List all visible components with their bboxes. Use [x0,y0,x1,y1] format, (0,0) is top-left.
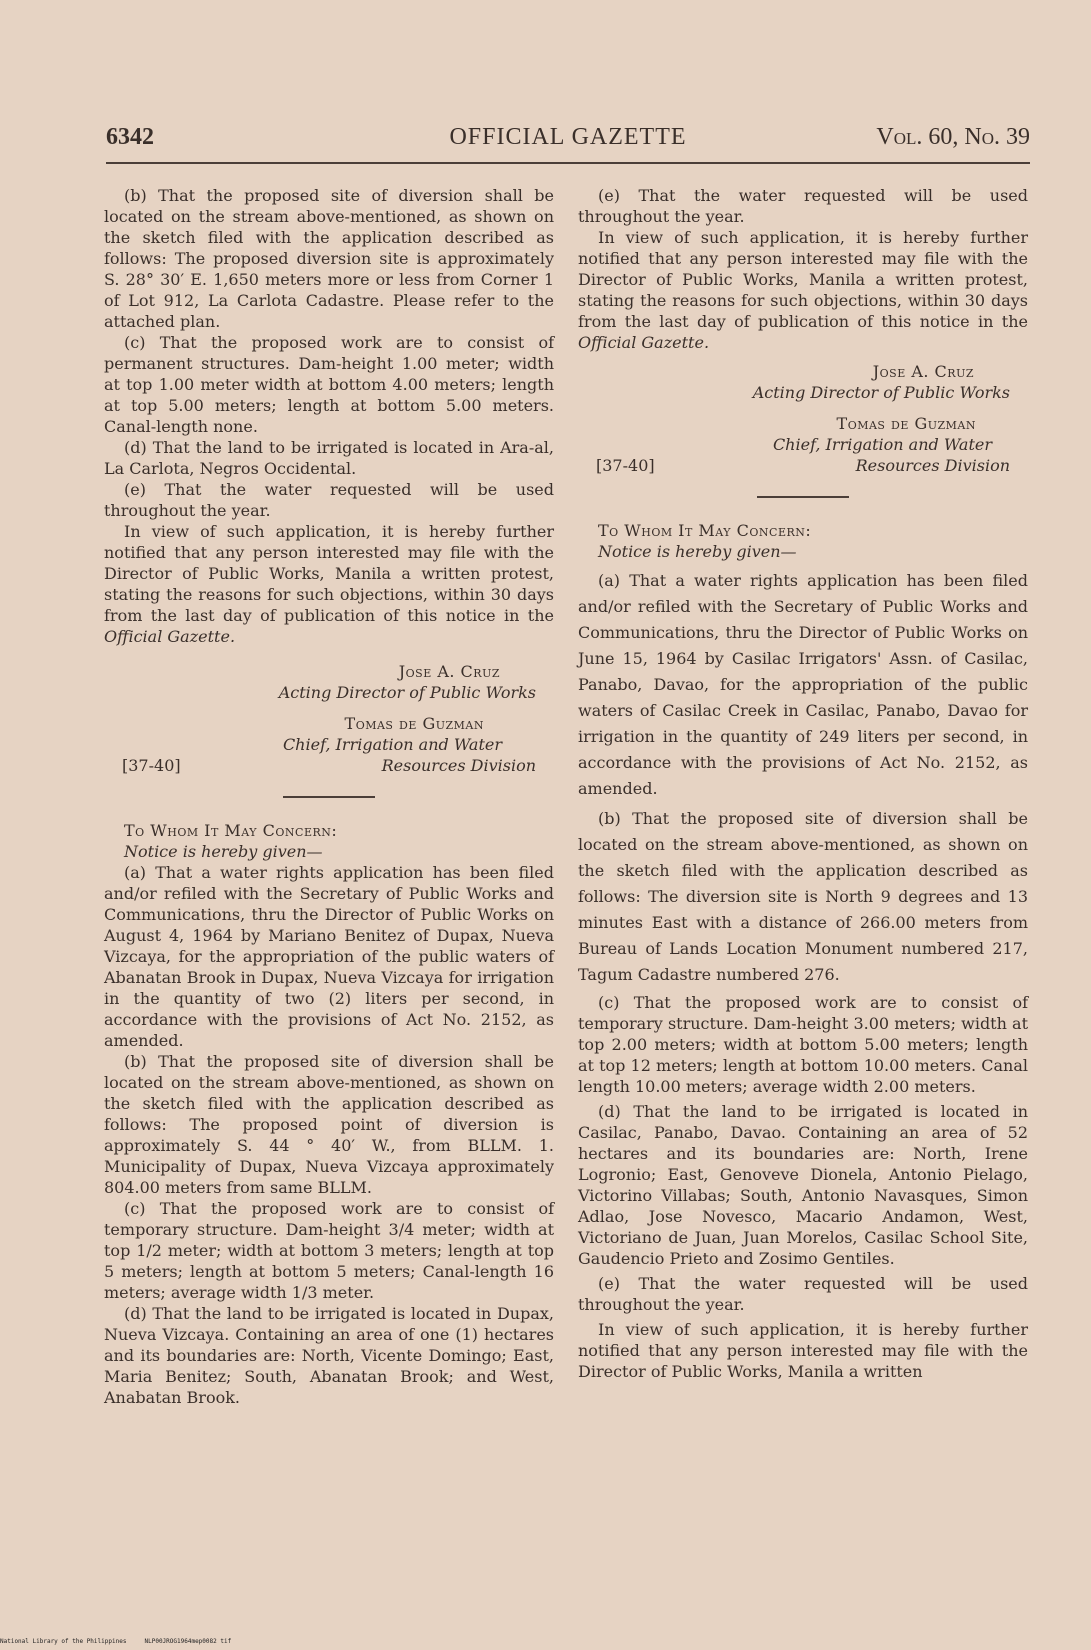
notice3-item-c: (c) That the proposed work are to consist of temporary structure. Dam-height 3.00 meters; width at top 2.00 meters; width at bottom 5.00 meters; length at top 12 meters; length at bottom 10.00 meters. Canal length 10.00 meters; average width 2.00 meters. [578,993,1028,1096]
notice2-given: Notice is hereby given— [124,842,323,861]
notice2-item-a: (a) That a water rights application has been filed and/or refiled with the Secretary of Public Works and Communications, thru the Director of Public Works on August 4, 1964 by Mariano Benitez of Dupax, Nueva Vizcaya, for the appropriation of the public waters of Abanatan Brook in Dupax, Nueva Vizcaya for irrigation in the quantity of two (2) liters per second, in accordance with the provisions of Act No. 2152, as amended. [104,863,554,1050]
notice2-gazette-ref: Official Gazette. [578,333,710,352]
volume-number: Vol. 60, No. 39 [876,124,1030,150]
notice1-item-b: (b) That the proposed site of diversion shall be located on the stream above-mentioned, as shown on the sketch filed with the application described as follows: The proposed diversion site is approximately S. 28° 30′ E. 1,650 meters more or less from Corner 1 of Lot 912, La Carlota Cadastre. Please refer to the attached plan. [104,186,554,331]
page-header [106,124,1030,154]
notice2-ref-number: [37-40] [596,456,655,475]
right-column [578,185,1028,1382]
notice2-signatory-2-block [578,434,1028,476]
notice2-protest-paragraph [578,227,1028,353]
notice1-signatory-2-title-2: Resources Division [381,756,536,775]
left-column [104,185,554,1408]
notice1-signatory-2-name: Tomas de Guzman [344,714,484,733]
notice2-item-d: (d) That the land to be irrigated is located in Dupax, Nueva Vizcaya. Containing an area of one (1) hectares and its boundaries are: North, Vicente Domingo; East, Maria Benitez; South, Abanatan Brook; and West, Anabatan Brook. [104,1304,554,1407]
notice2-signatory-1-title: Acting Director of Public Works [752,383,1010,402]
notice2-signatory-2-name: Tomas de Guzman [836,414,976,433]
notice3-protest-start: In view of such application, it is hereby further notified that any person interested may file with the Director of Public Works, Manila a written [578,1320,1028,1381]
notice-divider [283,796,375,798]
notice1-protest-text: In view of such application, it is hereby further notified that any person interested may file with the Director of Public Works, Manila a written protest, stating the reasons for such objections, within 30 days from the last day of publication of this notice in the [104,522,554,625]
notice1-gazette-ref: Official Gazette. [104,627,236,646]
page-number: 6342 [106,124,154,150]
notice1-signatory-2-title-1: Chief, Irrigation and Water [282,735,502,754]
header-rule [106,162,1030,164]
notice1-signatory-1-title: Acting Director of Public Works [278,683,536,702]
notice1-item-e: (e) That the water requested will be used throughout the year. [104,480,554,520]
notice1-protest-paragraph [104,521,554,647]
notice2-heading: To Whom It May Concern: [124,821,338,840]
notice-divider-2 [757,496,849,498]
notice3-item-e: (e) That the water requested will be used throughout the year. [578,1274,1028,1314]
notice3-given: Notice is hereby given— [598,542,797,561]
notice2-signatory-1-name: Jose A. Cruz [872,362,974,381]
notice1-item-d: (d) That the land to be irrigated is located in Ara-al, La Carlota, Negros Occidental. [104,438,554,478]
notice2-signatory-2-title-1: Chief, Irrigation and Water [772,435,992,454]
notice1-item-c: (c) That the proposed work are to consist of permanent structures. Dam-height 1.00 meter; width at top 1.00 meter width at bottom 4.00 meters; length at top 5.00 meters; length at bottom 5.00 meters. Canal-length none. [104,333,554,436]
scan-footer: National Library of the Philippines NLP00JROG1964mep0082 tif [0,1638,232,1645]
publication-title: OFFICIAL GAZETTE [449,124,687,150]
notice1-ref-number: [37-40] [122,756,181,775]
notice3-item-b: (b) That the proposed site of diversion shall be located on the stream above-mentioned, as shown on the sketch filed with the application described as follows: The diversion site is North 9 degrees and 13 minutes East with a distance of 266.00 meters from Bureau of Lands Location Monument numbered 217, Tagum Cadastre numbered 276. [578,809,1028,984]
notice2-protest-text: In view of such application, it is hereby further notified that any person interested may file with the Director of Public Works, Manila a written protest, stating the reasons for such objections, within 30 days from the last day of publication of this notice in the [578,228,1028,331]
notice2-item-e: (e) That the water requested will be used throughout the year. [578,186,1028,226]
notice3-item-a: (a) That a water rights application has been filed and/or refiled with the Secretary of Public Works and Communications, thru the Director of Public Works on June 15, 1964 by Casilac Irrigators' Assn. of Casilac, Panabo, Davao, for the appropriation of the public waters of Casilac Creek in Casilac, Panabo, Davao for irrigation in the quantity of 249 liters per second, in accordance with the provisions of Act No. 2152, as amended. [578,571,1028,798]
notice1-signatory-1-name: Jose A. Cruz [398,662,500,681]
notice2-signatory-2-title-2: Resources Division [855,456,1010,475]
notice2-item-c: (c) That the proposed work are to consist of temporary structure. Dam-height 3/4 meter; width at top 1/2 meter; width at bottom 3 meters; length at top 5 meters; length at bottom 5 meters; Canal-length 16 meters; average width 1/3 meter. [104,1199,554,1302]
notice1-signatory-2-block [104,734,554,776]
notice3-item-d: (d) That the land to be irrigated is located in Casilac, Panabo, Davao. Containing an area of 52 hectares and its boundaries are: North, Irene Logronio; East, Genoveve Dionela, Antonio Pielago, Victorino Villabas; South, Antonio Navasques, Simon Adlao, Jose Novesco, Macario Andamon, West, Victoriano de Juan, Juan Morelos, Casilac School Site, Gaudencio Prieto and Zosimo Gentiles. [578,1102,1028,1268]
notice3-heading: To Whom It May Concern: [598,521,812,540]
notice2-item-b: (b) That the proposed site of diversion shall be located on the stream above-mentioned, as shown on the sketch filed with the application described as follows: The proposed point of diversion is approximately S. 44 ° 40′ W., from BLLM. 1. Municipality of Dupax, Nueva Vizcaya approximately 804.00 meters from same BLLM. [104,1052,554,1197]
